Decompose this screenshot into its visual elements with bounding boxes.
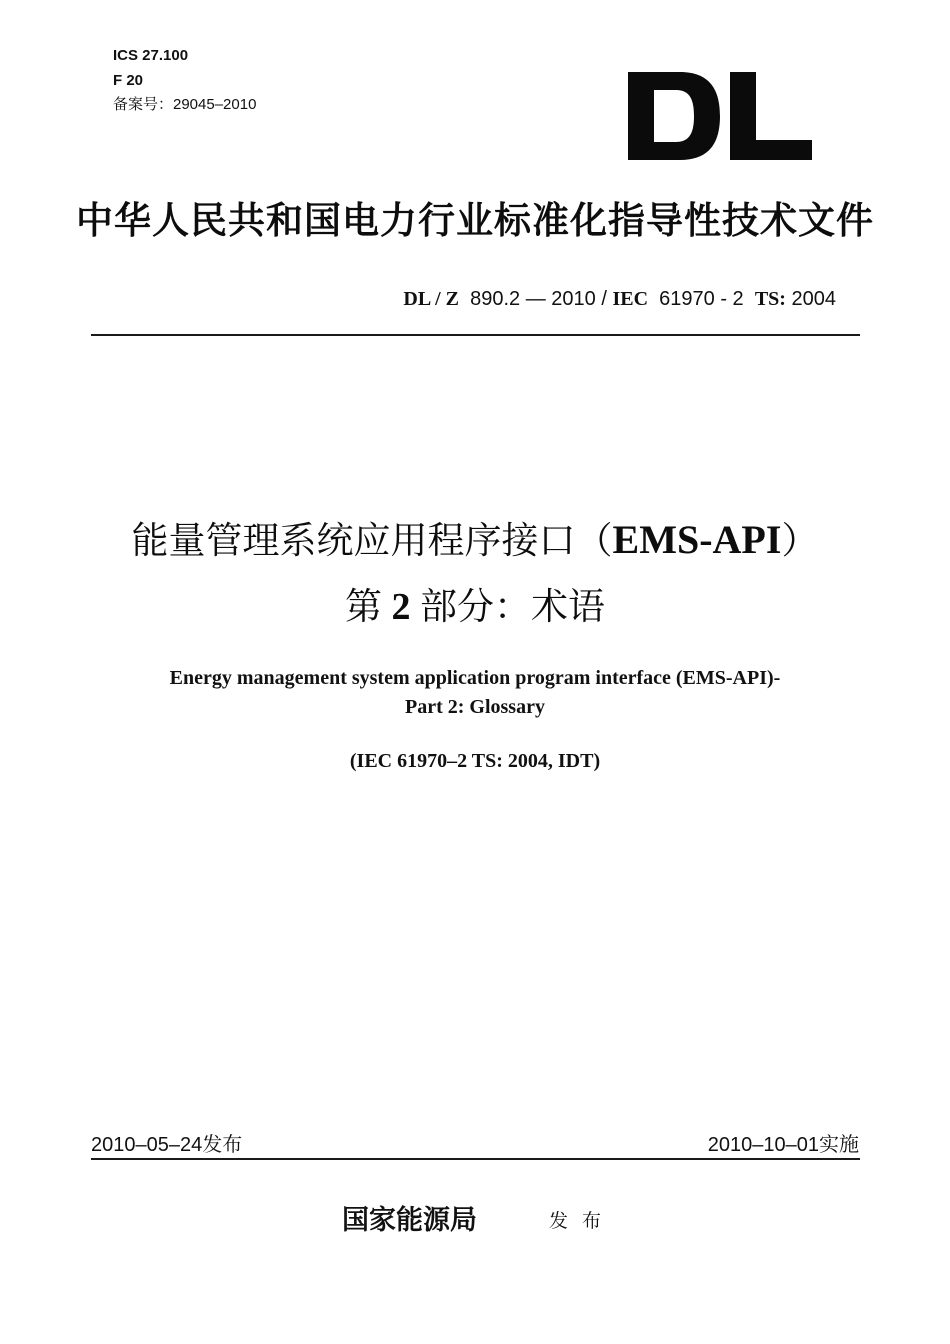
issue-action: 发布 <box>549 1210 616 1232</box>
title-cn-part-title: 部分：术语 <box>420 585 605 628</box>
equivalence-note: (IEC 61970–2 TS: 2004, IDT) <box>349 750 601 772</box>
title-en-line2: Part 2: Glossary <box>405 696 545 718</box>
authority-title: 中华人民共和国电力行业标准化指导性技术文件 <box>76 198 874 242</box>
standard-number <box>403 288 836 311</box>
std-number: 890.2 — 2010 / <box>470 288 607 310</box>
iec-label: IEC <box>612 288 649 310</box>
ts-label: TS: <box>754 288 786 310</box>
filing-number: 备案号：29045–2010 <box>113 96 257 113</box>
logo-letter-d <box>628 72 720 160</box>
classification-block <box>113 44 256 118</box>
dl-logo <box>628 72 812 160</box>
std-prefix: DL / Z <box>403 288 459 310</box>
title-en-line1: Energy management system application program interface (EMS-API)- <box>169 667 781 689</box>
title-cn-part-prefix: 第 <box>345 585 382 628</box>
title-cn-acronym: EMS-API <box>612 517 782 562</box>
logo-letter-l <box>730 72 812 160</box>
iec-number: 61970 - 2 <box>659 288 744 310</box>
ics-code: ICS 27.100 <box>113 47 189 64</box>
header-divider <box>91 334 860 336</box>
issuer-name: 国家能源局 <box>342 1205 477 1236</box>
title-cn-line1 <box>0 510 950 564</box>
title-cn-part-number: 2 <box>391 586 411 628</box>
title-cn-line2 <box>0 576 950 630</box>
publish-date: 2010–05–24发布 <box>91 1134 243 1156</box>
classification-code: F 20 <box>113 71 144 89</box>
implement-date: 2010–10–01实施 <box>707 1134 859 1156</box>
title-cn-close-paren: ） <box>781 519 819 562</box>
title-cn-text: 能量管理系统应用程序接口（ <box>131 519 613 562</box>
ts-year: 2004 <box>791 288 836 310</box>
footer-divider <box>91 1158 860 1160</box>
